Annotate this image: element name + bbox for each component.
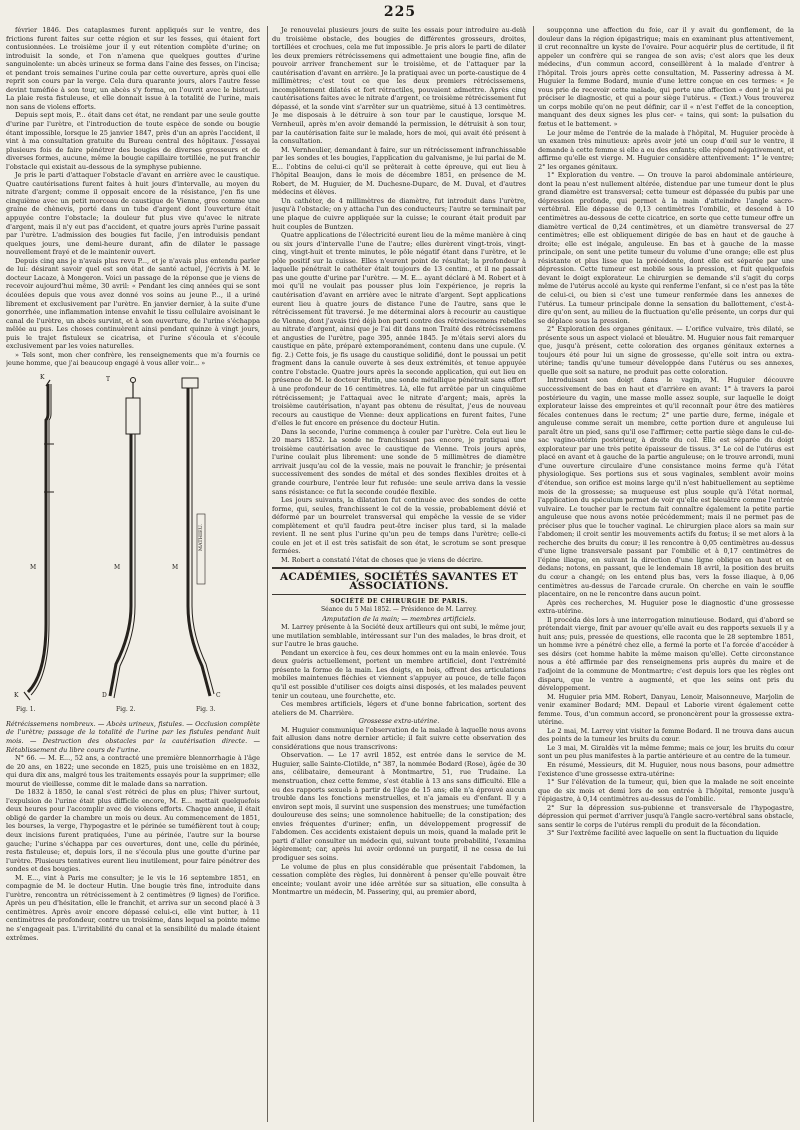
paragraph: M. Robert a constaté l'état de choses que je viens de décrire. (281, 555, 483, 564)
paragraph: Le jour même de l'entrée de la malade à l'hôpital, M. Huguier procède à un examen très minutieux: après avoir jeté un coup d'œil sur le ventre, il demande à cette femme si elle a eu des enfants; elle répond négativement, et affirme qu'elle est vierge. M. Huguier considère attentivement: 1° le ventre; 2° les organes génitaux. (538, 128, 794, 171)
fig-letter: M (172, 563, 179, 571)
column-right-text (538, 26, 794, 838)
fig-letter: C (216, 691, 221, 699)
column-middle-text-top (272, 26, 526, 564)
paragraph: Introduisant son doigt dans le vagin, M. Huguier découvre successivement de bas en haut et d'arrière en avant: 1° à travers la paroi postérieure du vagin, une masse molle assez souple, sur laquelle le doigt explorateur laisse des empreintes et qu'il reconnaît pour être des matières fécales contenues dans le rectum; 2° une partie dure, ferme, inégale et anguleuse comme serait un membre, cette portion dure et anguleuse lui paraît être un pied, sans qu'il ose l'affirmer; cette partie siège dans le cul-de-sac vagino-utérin postérieur, à droite du col. Elle est séparée du doigt explorateur par une très petite épaisseur de tissus. 3° Le col de l'utérus est placé en avant et à gauche de la partie anguleuse; on le trouve arrondi, muni d'une ouverture circulaire d'une consistance moins ferme qu'à l'état physiologique. Ses portions sus et sous vaginales, semblent avoir moins d'étendue, son orifice est moins large qu'il n'est habituellement au septième mois de la grossesse; sa muqueuse est plus souple qu'à l'état normal, l'application du spéculum permet de voir qu'elle est bleuâtre comme l'entrée vulvaire. Le toucher par le rectum fait connaître également la petite partie anguleuse que nous avons notée précédemment; mais il ne permet pas de préciser plus que le toucher vaginal. Le chirurgien place alors sa main sur l'abdomen; il croit sentir les mouvements actifs du fœtus; il se met alors à la recherche des bruits du cœur; il les rencontre à 0,05 centimètres au-dessus d'une ligne transversale passant par l'ombilic et à 0,17 centimètres de l'épine iliaque, en suivant la direction d'une ligne oblique en haut et en dedans; notons, en passant, que le lendemain 18 avril, la position des bruits du cœur a changé; on les entend plus bas, vers la fosse iliaque, à 0,06 centimètres au-dessus de l'arcade crurale. On cherche en vain le souffle placentaire, on ne le rencontre dans aucun point. (538, 376, 794, 599)
paragraph: De 1832 à 1850, le canal s'est rétréci de plus en plus; l'hiver surtout, l'expulsion de l'urine était plus difficile encore, M. E... mettait quelquefois deux heures pour l'accomplir avec de violens efforts. Chaque année, il était obligé de garder la chambre un mois ou deux. Au commencement de 1851, les bourses, la verge, l'hypogastre et le périnée se tuméfièrent tout à coup; deux incisions furent pratiquées, l'une au périnée, l'autre sur la bourse gauche; l'urine s'échappa par ces ouvertures, dont une, celle du périnée, resta fistuleuse; et, depuis lors, il ne s'écoula plus une goutte d'urine par l'urètre. Plusieurs tentatives eurent lieu inutilement, pour faire pénétrer des sondes et des bougies. (6, 788, 260, 874)
paragraph: 1° Exploration du ventre. — On trouve la paroi abdominale antérieure, dont la peau n'est nullement altérée, distendue par une tumeur dont le plus grand diamètre est transversal; cette tumeur est dépassée du pubis par une dépression profonde, qui permet à la main d'atteindre l'angle sacro-vertébral. Elle dépasse de 0,13 centimètres l'ombilic, et descend à 10 centimètres au-dessous de cette cicatrice, en sorte que cette tumeur offre un diamètre vertical de 0,24 centimètres, et un diamètre transversal de 27 centimètres; elle est obliquement dirigée de bas en haut et de gauche à droite; elle est inégale, anguleuse. En bas et à gauche de la masse principale, on sent une petite tumeur du volume d'une orange; elle est plus résistante et plus lisse que la précédente, dont elle est séparée par une dépression. Cette tumeur est mobile sous la pression, et fuit quelquefois devant le doigt explorateur. Le chirurgien se demande s'il s'agit du corps même de l'utérus accolé au kyste qui renferme l'enfant, si ce n'est pas la tête de celui-ci, ou bien si c'est une tumeur renfermée dans les annexes de l'utérus. La tumeur principale donne la sensation du ballottement, c'est-à-dire qu'on sent, au milieu de la fluctuation qu'elle présente, un corps dur qui se déplace sous la pression. (538, 171, 794, 325)
amputation-text (272, 623, 526, 717)
paragraph: Les jours suivants, la dilatation fut continuée avec des sondes de cette forme, qui, seules, franchissent le col de la vessie, probablement dévié et déformé par un bourrelet transversal qui empêche la vessie de se vider complètement et qu'il faudra peut-être inciser plus tard, si la malade revient. Il ne sent plus l'urine qu'un peu de temps dans l'urètre; celle-ci coule en jet et il est très satisfait de son état, le scrotum se sont presque fermées. (272, 496, 526, 556)
column-left-text-bottom (6, 754, 260, 942)
column-right (538, 26, 794, 1122)
fig-letter: M (114, 563, 121, 571)
paragraph: M. E..., vint à Paris me consulter; je le vis le 16 septembre 1851, en compagnie de M. le docteur Hutin. Une bougie très fine, introduite dans l'urètre, rencontra un rétrécissement à 2 centimètres (9 lignes) de l'orifice. Après un peu d'hésitation, elle le franchit, et arriva sur un second placé à 3 centimètres. Après avoir encore dépassé celui-ci, elle vint butter, à 11 centimètres de profondeur, contre un troisième, dans lequel sa pointe même ne s'engageait pas. L'irritabilité du canal et la sensibilité du malade étaient extrêmes. (6, 873, 260, 942)
fig-letter: T (106, 375, 111, 383)
paragraph: 2° Exploration des organes génitaux. — L'orifice vulvaire, très dilaté, se présente sous un aspect violacé et bleuâtre. M. Huguier nous fait remarquer que, jusqu'à présent, cette coloration des organes génitaux externes a toujours été pour lui un signe de grossesse, qu'elle soit intra ou extra-utérine; tandis qu'une tumeur développée dans l'utérus ou ses annexes, quelle que soit sa nature, ne produit pas cette coloration. (538, 325, 794, 376)
paragraph: Observation. — Le 17 avril 1852, est entrée dans le service de M. Huguier, salle Sainte-Clotilde, n° 387, la nommée Bodard (Rose), âgée de 30 ans, célibataire, demeurant à Montmartre, 51, rue Trudaine. La menstruation, chez cette femme, s'est établie à 13 ans sans difficulté. Elle a eu des rapports sexuels à partir de l'âge de 15 ans; elle n'a éprouvé aucun trouble dans les fonctions menstruelles, et n'a jamais eu d'enfant. Il y a environ sept mois, il survint une suspension des menstrues; une tuméfaction douloureuse des seins; une somnolence habituelle; de la constipation; des envies fréquentes d'uriner; enfin, un développement progressif de l'abdomen. Ces accidents existaient depuis un mois, quand la malade prit le parti d'aller consulter un médecin qui, suivant toute probabilité, l'examina légèrement; car, après lui avoir ordonné un purgatif, il ne cessa de lui prodiguer ses soins. (272, 751, 526, 862)
paragraph: Le 2 mai, M. Larrey vint visiter la femme Bodard. Il ne trouva dans aucun des points de la tumeur les bruits du cœur. (538, 726, 794, 744)
fig-letter: D (102, 691, 107, 699)
paragraph: Ces membres artificiels, légers et d'une bonne fabrication, sortent des ateliers de M. Charrière. (272, 700, 526, 717)
paragraph: M. Huguier pria MM. Robert, Danyau, Lenoir, Maisonneuve, Marjolin de venir examiner Bodard; MM. Depaul et Laborie virent également cette femme. Tous, d'un commun accord, se prononcèrent pour la grossesse extra-utérine. (538, 692, 794, 727)
fig-1-label: Fig. 1. (16, 705, 36, 713)
page-number: 225 (383, 4, 417, 20)
maker-stamp: MATHIEU. (198, 523, 204, 551)
paragraph: Le 3 mai, M. Giraldès vit la même femme; mais ce jour, les bruits du cœur sont un peu plus manifestes à la partie antérieure et au centre de la tumeur. (538, 743, 794, 761)
column-left-text-top (6, 26, 260, 368)
subtitle-amputation: Amputation de la main; — membres artificiels. (322, 614, 476, 623)
section-divider (272, 594, 526, 595)
fig-letter: M (30, 563, 37, 571)
paragraph: 1° Sur l'élévation de la tumeur, qui, bien que la malade ne soit enceinte que de six mois et demi lors de son entrée à l'hôpital, remonte jusqu'à l'épigastre, à 0,14 centimètres au-dessus de l'ombilic. (538, 778, 794, 804)
paragraph: Je pris le parti d'attaquer l'obstacle d'avant en arrière avec le caustique. Quatre cautérisations furent faites à huit jours d'intervalle, au moyen du nitrate d'argent; comme il opposait encore de la résistance, j'en fis une cinquième avec un petit morceau de caustique de Vienne, gros comme une graine de chènevis, porté dans un tube d'argent dont l'ouverture était appuyée contre l'obstacle; la douleur fut plus vive qu'avec le nitrate d'argent, mais il n'y eut pas d'accident, et quatre jours après l'urine passait par l'urètre. L'admission des bougies fut facile, j'en introduisis pendant quelques jours, une demi-heure durant, afin de dilater le passage nouvellement frayé et de le maintenir ouvert. (6, 171, 260, 257)
section-divider (272, 567, 526, 569)
paragraph: Quatre applications de l'électricité eurent lieu de la même manière à cinq ou six jours d'intervalle l'une de l'autre; elles durèrent vingt-trois, vingt-cinq, vingt-huit et trente minutes, le pôle négatif étant dans l'urètre, et le pôle positif sur la cuisse. Elles n'eurent point de résultat; la profondeur à laquelle pénétrait le cathéter était toujours de 13 centim., et il ne passait pas une goutte d'urine par l'urètre. — M. E... ayant déclaré à M. Robert et à moi qu'il ne voulait pas pousser plus loin l'expérience, je repris la cautérisation d'avant en arrière avec le nitrate d'argent. Sept applications eurent lieu à quatre jours de distance l'une de l'autre, sans que le rétrécissement fût traversé. Je me déterminai alors à recourir au caustique de Vienne, dont j'avais tiré déjà bon parti contre des rétrécissemens rebelles au nitrate d'argent, ainsi que je l'ai dit dans mon Traité des rétrécissemens et angusties de l'urètre, page 395, année 1845. Je m'étais servi alors du caustique en pâte, préparé extemporanément, contenu dans une cupule. (V. fig. 2.) Cette fois, je fis usage du caustique solidifié, dont le poussai un petit fragment dans la canule ouverte à ses deux extrémités, et tenue appuyée contre l'obstacle. Quatre jours après la seconde application, qui eut lieu en présence de M. le docteur Hutin, une sonde métallique pénétrait sans effort à une profondeur de 16 centimètres. Là, elle fut arrêtée par un cinquième rétrécissement; je l'attaquai avec le nitrate d'argent; mais, après la troisième cautérisation, n'ayant pas obtenu de résultat, j'eus de nouveau recours au caustique de Vienne: deux applications en furent faites, l'une d'elles le fut encore en présence du docteur Hutin. (272, 231, 526, 428)
paragraph: En résumé, Messieurs, dit M. Huguier, nous nous basons, pour admettre l'existence d'une grossesse extra-utérine: (538, 761, 794, 778)
paragraph: M. Vernheulier, demandant à faire, sur un rétrécissement infranchissable par les sondes et les bougies, l'application du galvanisme, je lui parlai de M. E... l'obtins de celui-ci qu'il se prêterait à cette épreuve, qui eut lieu à l'hôpital Beaujon, dans le mois de décembre 1851, en présence de M. Robert, de M. Huguier, de M. Duchesne-Duparc, de M. Duval, et d'autres médecins et élèves. (272, 145, 526, 197)
fig-letter: K (14, 691, 19, 699)
fig-1-catheter (24, 380, 54, 700)
paragraph: février 1846. Des cataplasmes furent appliqués sur le ventre, des frictions furent faites sur cette région et sur les fesses, qui étaient fort contusionnées. Le troisième jour il y eut rétention complète d'urine; on introduisit la sonde, et l'on n'amena que quelques gouttes d'urine sanguinolente: un abcès urineux se forma dans l'aine des fesses, on l'incisa; et pendant trois semaines l'urine coula par cette ouverture, après quoi elle reprit son cours par la verge. Cela dura quarante jours, alors l'autre fesse devint tuméfiée à son tour, un abcès s'y forma, on l'ouvrit avec le bistouri. La plaie resta fistuleuse, et elle donnait issue à la totalité de l'urine, mais non sans de violens efforts. (6, 26, 260, 111)
column-middle (272, 26, 526, 1122)
society-name: SOCIÉTÉ DE CHIRURGIE DE PARIS. (330, 597, 468, 605)
paragraph: Je renouvelai plusieurs jours de suite les essais pour introduire au-delà du troisième obstacle, des bougies de différentes grosseurs, droites, tortillées et crochues, cela me fut impossible. Je pris alors le parti de dilater les deux premiers rétrécissemens qui admettaient une bougie fine, afin de pouvoir arriver franchement sur le troisième, et de l'attaquer par la cautérisation d'avant en arrière. Je la pratiquai avec un porte-caustique de 4 millimètres; c'est tout ce que les deux premiers rétrécissemens, incomplètement dilatés et fort rétractiles, pouvaient admettre. Après cinq cautérisations faites avec le nitrate d'argent, ce troisième rétrécissement fut dépassé, et la sonde vint s'arrêter sur un quatrième, situé à 13 centimètres. Je me disposais à le détruire à son tour par le caustique, lorsque M. Vernheuil, après m'en avoir demandé la permission, le détruisit à son tour, par la cautérisation faite sur le malade, hors de moi, qui avait été présent à la consultation. (272, 26, 526, 146)
paragraph: Pendant un exercice à feu, ces deux hommes ont eu la main enlevée. Tous deux guéris actuellement, portent un membre artificiel, dont l'extrémité présente la forme de la main. Les doigts, en bois, offrent des articulations mobiles maintenues fléchies et viennent s'appuyer au pouce, de telle façon qu'il est possible d'utiliser ces doigts ainsi disposés, et les malades peuvent tenir un couteau, une fourchette, etc. (272, 648, 526, 700)
grossesse-text (272, 726, 526, 897)
paragraph: Un cathéter, de 4 millimètres de diamètre, fut introduit dans l'urètre, jusqu'à l'obstacle; on y attacha l'un des conducteurs; l'autre se terminait par une plaque de cuivre appliquée sur la cuisse; le courant était produit par huit couples de Buntzen. (272, 196, 526, 231)
paragraph: M. Huguier communique l'observation de la malade à laquelle nous avons fait allusion dans notre dernier article; il fait suivre cette observation des considérations que nous transcrivons: (272, 725, 526, 751)
column-rule (267, 26, 268, 1122)
figure-caption: Rétrécissemens nombreux. — Abcès urineux, fistules. — Occlusion complète de l'urètre; passage de la totalité de l'urine par les fistules pendant huit mois. — Destruction des obstacles par la cautérisation directe. — Rétablissement du libre cours de l'urine. (6, 719, 260, 754)
subtitle-grossesse: Grossesse extra-utérine. (358, 717, 440, 726)
instrument-drawings (6, 374, 260, 716)
paragraph: Depuis cinq ans je n'avais plus revu P..., et je n'avais plus entendu parler de lui: désirant savoir quel est son état de santé actuel, j'écrivis à M. le docteur Lacaze, à Mongeron. Voici un passage de la réponse que je viens de recevoir aujourd'hui même, 30 avril: « Pendant les cinq années qui se sont écoulées depuis que vous avez donné vos soins au jeune P..., il a uriné librement et exclusivement par l'urètre. En janvier dernier, à la suite d'une gonorrhée, une inflammation intense envahit le tissu cellulaire avoisinant le canal de l'urètre, un abcès survint, et à son ouverture, de l'urine s'échappa mêlée au pus. Les choses continuèrent ainsi pendant quinze à vingt jours, puis le trajet fistuleux se cicatrisa, et l'urine s'écoula et s'écoule exclusivement par les voies naturelles. (6, 256, 260, 351)
fig-letter: K (40, 373, 45, 381)
figures-instruments (6, 374, 260, 716)
paragraph: N° 66. — M. E..., 52 ans, a contracté une première blennorrhagie à l'âge de 20 ans, en 1822; une seconde en 1825, puis une troisième en en 1832, qui dura dix ans, malgré tous les traitements essayés pour la supprimer; elle mourut de vieillesse, comme dit le malade dans sa narration. (6, 754, 260, 788)
fig-2-porte-caustique (110, 377, 140, 698)
column-left (6, 26, 260, 1122)
column-rule (533, 26, 534, 1122)
paragraph: Depuis sept mois, P... était dans cet état, ne rendant par une seule goutte d'urine par l'urètre, et l'introduction de toute espèce de sonde ou bougie étant impossible, lorsque le 25 janvier 1847, près d'un an après l'accident, il vint à ma consultation gratuite du Bureau central des hôpitaux. J'essayai plusieurs fois de faire pénétrer des bougies de diverses grosseurs et de diverses formes, aucune, même la bougie capillaire tortillée, ne put franchir l'obstacle qui existait au-dessous de la symphyse pubienne. (6, 111, 260, 171)
paragraph: Le volume de plus en plus considérable que présentait l'abdomen, la cessation complète des règles, lui donnèrent à penser qu'elle pouvait être enceinte; voulant avoir une idée arrêtée sur sa situation, elle consulta à Montmartre un médecin, M. Passeriny, qui, au premier abord, (272, 862, 526, 897)
paragraph: soupçonna une affection du foie, car il y avait du gonflement, de la douleur dans la région épigastrique; mais en examinant plus attentivement, il crut reconnaître un kyste de l'ovaire. Pour acquérir plus de certitude, il fit appeler un confrère qui se rangea de son avis; c'est alors que les deux médecins, d'un commun accord, conseillèrent à la malade d'entrer à l'hôpital. Trois jours après cette consultation, M. Passeriny adressa à M. Huguier la femme Bodard, munie d'une lettre conçue en ces termes: « Je vous prie de recevoir cette malade, qui porte une affection « dont je n'ai pu préciser le diagnostic, et qui a pour siège l'utérus. « (Text.) Vous trouverez un corps mobile qu'on ne peut définir, car il « n'est l'effet de la conception, manquant des deux signes les plus cer- « tains, qui sont: la pulsation du fœtus et le battement. » (538, 26, 794, 129)
section-title: ACADÉMIES, SOCIÉTÉS SAVANTES ET ASSOCIATIONS. (279, 571, 519, 592)
paragraph: 3° Sur l'extrême facilité avec laquelle on sent la fluctuation du liquide (547, 829, 779, 838)
paragraph: Après ces recherches, M. Huguier pose le diagnostic d'une grossesse extra-utérine. (538, 598, 794, 616)
paragraph: Dans la seconde, l'urine commença à couler par l'urètre. Cela eut lieu le 20 mars 1852. La sonde ne franchissant pas encore, je pratiquai une troisième cautérisation avec le caustique de Vienne. Trois jours après, l'urine coulait plus librement: une sonde de 5 millimètres de diamètre arrivait jusqu'au col de la vessie, mais ne pouvait le franchir; je présentai successivement des sondes de métal et des sondes flexibles droites et à grande courbure, l'entrée leur fut refusée: une seule arriva dans la vessie sans résistance: ce fut la seconde coudée flexible. (272, 427, 526, 496)
fig-3-label: Fig. 3. (196, 705, 216, 713)
paragraph: » Tels sont, mon cher confrère, les renseignements que m'a fournis ce jeune homme, que j'ai beaucoup engagé à vous aller voir... » (6, 350, 260, 368)
fig-2-label: Fig. 2. (116, 705, 136, 713)
paragraph: Il procéda dès lors à une interrogation minutieuse. Bodard, qui d'abord se prétendait vierge, finit par avouer qu'elle avait eu des rapports sexuels il y a huit ans; puis, pressée de questions, elle raconta que le 28 septembre 1851, un homme ivre a pénétré chez elle, a fermé la porte et l'a forcée d'accéder à ses désirs (cet homme habite la même maison qu'elle). Cette circonstance nous a été affirmée par des renseignemens pris auprès du maire et de l'adjoint de la commune de Montmartre; c'est depuis lors que les règles ont disparu, que le ventre a augmenté, et que les seins ont pris du développement. (538, 615, 794, 693)
paragraph: M. Larrey présente à la Société deux artilleurs qui ont subi, le même jour, une mutilation semblable, intéressant sur l'un des malades, le bras droit, et sur l'autre le bras gauche. (272, 623, 526, 649)
paragraph: 2° Sur la dépression sus-pubienne et transversale de l'hypogastre, dépression qui permet d'arriver jusqu'à l'angle sacro-vertébral sans obstacle, sans sentir le corps de l'utérus rempli du produit de la fécondation. (538, 803, 794, 829)
session-date: Séance du 5 Mai 1852. — Présidence de M. Larrey. (321, 606, 477, 614)
